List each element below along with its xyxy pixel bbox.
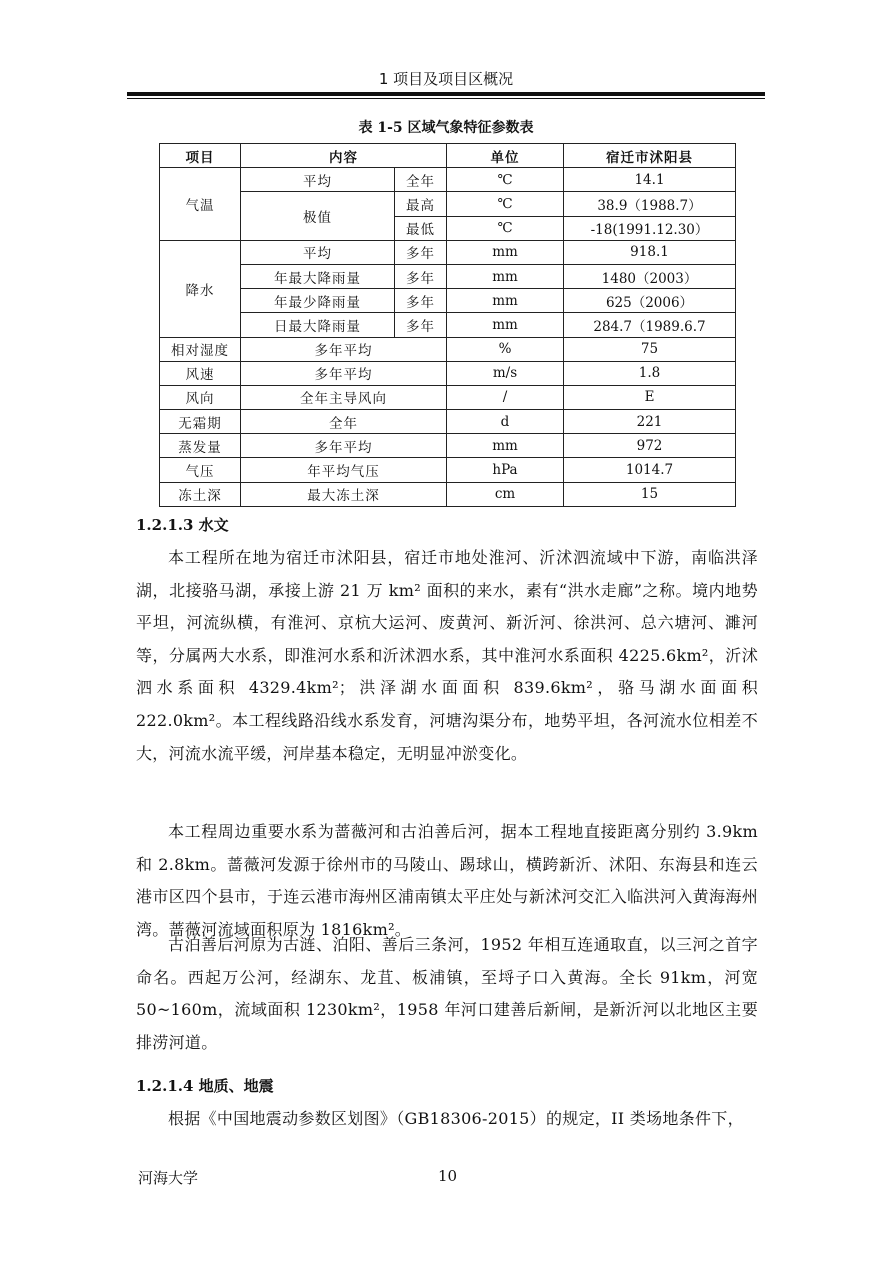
table-row <box>160 458 736 482</box>
table-row <box>160 313 736 337</box>
cell-value: -18(1991.12.30） <box>564 216 736 240</box>
running-header: 1 项目及项目区概况 <box>378 70 514 88</box>
cell-unit: mm <box>447 264 564 288</box>
cell-period: 多年 <box>395 313 447 337</box>
cell-content: 全年 <box>241 410 447 434</box>
cell-value: 918.1 <box>564 240 736 264</box>
table-header-row <box>160 144 736 168</box>
cell-value: 75 <box>564 337 736 361</box>
cell-item: 相对湿度 <box>160 337 241 361</box>
cell-content: 多年平均 <box>241 434 447 458</box>
table-row <box>160 434 736 458</box>
cell-period: 多年 <box>395 264 447 288</box>
cell-period: 最低 <box>395 216 447 240</box>
cell-unit: m/s <box>447 361 564 385</box>
header-location: 宿迁市沭阳县 <box>564 144 736 168</box>
header-rule-thin <box>127 98 765 99</box>
table-row <box>160 361 736 385</box>
table-row <box>160 289 736 313</box>
cell-unit: % <box>447 337 564 361</box>
cell-value: 15 <box>564 482 736 506</box>
cell-unit: hPa <box>447 458 564 482</box>
paragraph-hydrology-2: 本工程周边重要水系为蔷薇河和古泊善后河，据本工程地直接距离分别约 3.9km 和 2.8km。蔷薇河发源于徐州市的马陵山、踢球山，横跨新沂、沭阳、东海县和连云港市区四个县市，于连云港市海州区浦南镇太平庄处与新沭河交汇入临洪河入黄海海州湾。蔷薇河流域面积原为 1816km²。 <box>136 822 758 939</box>
cell-item: 气压 <box>160 458 241 482</box>
row-label-precipitation: 降水 <box>160 240 241 337</box>
cell-content: 年平均气压 <box>241 458 447 482</box>
cell-content: 日最大降雨量 <box>241 313 395 337</box>
row-label-temperature: 气温 <box>160 168 241 241</box>
cell-period: 多年 <box>395 289 447 313</box>
cell-item: 风向 <box>160 385 241 409</box>
cell-value: 1.8 <box>564 361 736 385</box>
cell-item: 风速 <box>160 361 241 385</box>
section-heading-geology: 1.2.1.4 地质、地震 <box>136 1077 274 1095</box>
table-row <box>160 192 736 216</box>
table-row <box>160 482 736 506</box>
table-row <box>160 240 736 264</box>
climate-parameter-table <box>159 143 736 507</box>
header-content: 内容 <box>241 144 447 168</box>
cell-value: 972 <box>564 434 736 458</box>
cell-unit: ℃ <box>447 216 564 240</box>
cell-period: 多年 <box>395 240 447 264</box>
table-row <box>160 264 736 288</box>
cell-content: 平均 <box>241 168 395 192</box>
cell-value: 38.9（1988.7） <box>564 192 736 216</box>
cell-unit: mm <box>447 240 564 264</box>
cell-item: 无霜期 <box>160 410 241 434</box>
cell-value: 1480（2003） <box>564 264 736 288</box>
cell-value: 221 <box>564 410 736 434</box>
cell-value: 1014.7 <box>564 458 736 482</box>
cell-content: 年最大降雨量 <box>241 264 395 288</box>
cell-unit: ℃ <box>447 168 564 192</box>
cell-period: 最高 <box>395 192 447 216</box>
table-row <box>160 168 736 192</box>
cell-content: 全年主导风向 <box>241 385 447 409</box>
table-row <box>160 410 736 434</box>
cell-value: 284.7（1989.6.7 <box>564 313 736 337</box>
header-unit: 单位 <box>447 144 564 168</box>
cell-unit: d <box>447 410 564 434</box>
cell-content: 多年平均 <box>241 361 447 385</box>
table-caption: 表 1-5 区域气象特征参数表 <box>358 120 534 136</box>
cell-content: 年最少降雨量 <box>241 289 395 313</box>
header-rule-thick <box>127 92 765 96</box>
cell-unit: ℃ <box>447 192 564 216</box>
cell-value: 625（2006） <box>564 289 736 313</box>
cell-unit: cm <box>447 482 564 506</box>
cell-content: 平均 <box>241 240 395 264</box>
cell-value: 14.1 <box>564 168 736 192</box>
paragraph-hydrology-3: 古泊善后河原为古涟、泊阳、善后三条河，1952 年相互连通取直，以三河之首字命名。西起万公河，经湖东、龙苴、板浦镇，至埒子口入黄海。全长 91km，河宽 50~160m，流域面积 1230km²，1958 年河口建善后新闸，是新沂河以北地区主要排涝河道。 <box>136 935 758 1052</box>
cell-unit: / <box>447 385 564 409</box>
cell-unit: mm <box>447 289 564 313</box>
table-row <box>160 385 736 409</box>
table-row <box>160 337 736 361</box>
cell-item: 冻土深 <box>160 482 241 506</box>
cell-content: 最大冻土深 <box>241 482 447 506</box>
cell-content: 多年平均 <box>241 337 447 361</box>
section-heading-hydrology: 1.2.1.3 水文 <box>136 516 229 534</box>
footer-organization: 河海大学 <box>138 1169 199 1187</box>
paragraph-hydrology-1: 本工程所在地为宿迁市沭阳县，宿迁市地处淮河、沂沭泗流域中下游，南临洪泽湖，北接骆马湖，承接上游 21 万 km² 面积的来水，素有“洪水走廊”之称。境内地势平坦，河流纵横，有淮河、京杭大运河、废黄河、新沂河、徐洪河、总六塘河、濉河等，分属两大水系，即淮河水系和沂沭泗水系，其中淮河水系面积 4225.6km²，沂沭泗水系面积 4329.4km²；洪泽湖水面面积 839.6km²，骆马湖水面面积 222.0km²。本工程线路沿线水系发育，河塘沟渠分布，地势平坦，各河流水位相差不大，河流水流平缓，河岸基本稳定，无明显冲淤变化。 <box>136 548 758 763</box>
cell-value: E <box>564 385 736 409</box>
cell-unit: mm <box>447 434 564 458</box>
cell-period: 全年 <box>395 168 447 192</box>
cell-content: 极值 <box>241 192 395 240</box>
cell-unit: mm <box>447 313 564 337</box>
header-item: 项目 <box>160 144 241 168</box>
page-number: 10 <box>438 1167 458 1185</box>
cell-item: 蒸发量 <box>160 434 241 458</box>
paragraph-geology-1: 根据《中国地震动参数区划图》（GB18306-2015）的规定，II 类场地条件下， <box>168 1109 744 1128</box>
